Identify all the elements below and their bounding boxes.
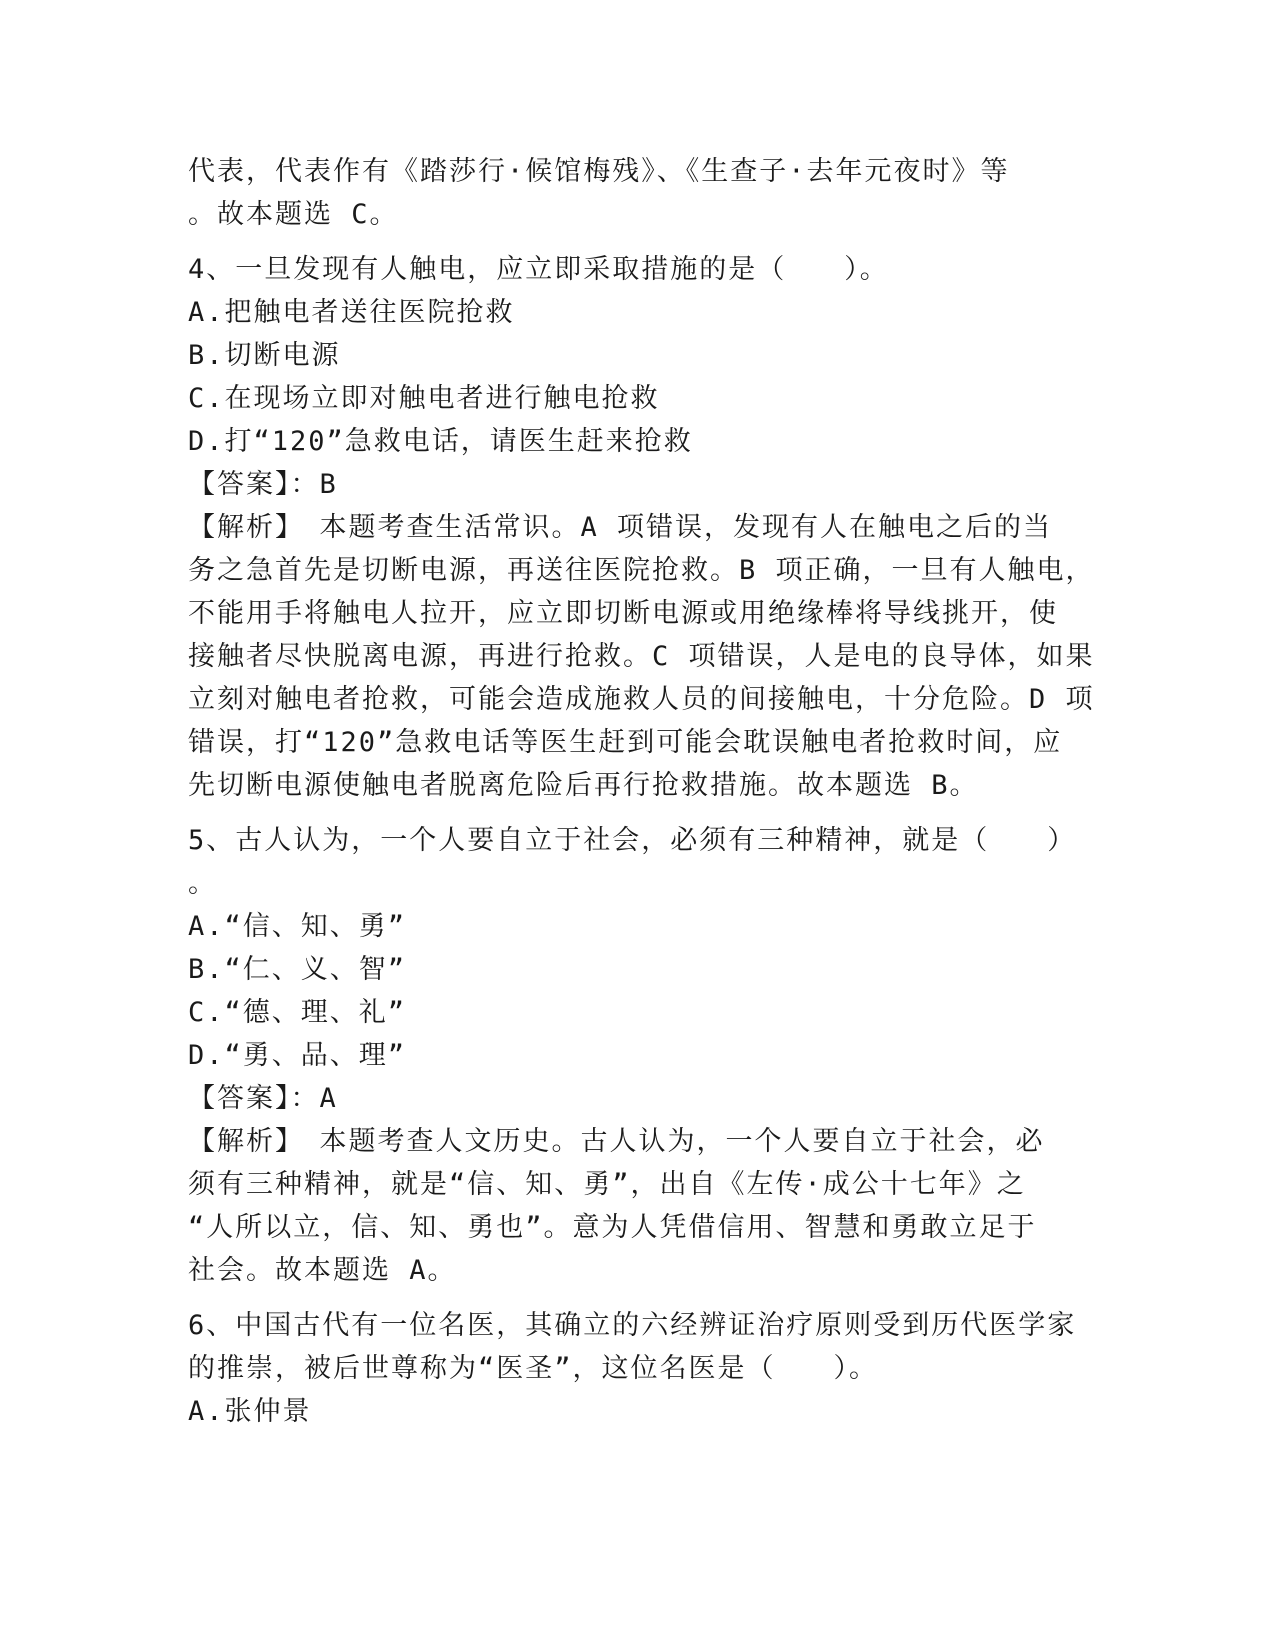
analysis-line: 须有三种精神，就是“信、知、勇”，出自《左传·成公十七年》之 — [188, 1169, 1026, 1200]
analysis-line: 接触者尽快脱离电源，再进行抢救。C 项错误，人是电的良导体，如果 — [188, 641, 1095, 672]
question-stem: 5、古人认为，一个人要自立于社会，必须有三种精神，就是（ ） — [188, 825, 1077, 856]
analysis-line: 【解析】 本题考查生活常识。A 项错误，发现有人在触电之后的当 — [188, 512, 1053, 543]
question-stem: 的推崇，被后世尊称为“医圣”，这位名医是（ ）。 — [188, 1353, 879, 1384]
option-b: B.切断电源 — [188, 340, 341, 371]
analysis-line: 不能用手将触电人拉开，应立即切断电源或用绝缘棒将导线挑开，使 — [188, 598, 1058, 629]
question-5 — [188, 819, 1088, 1292]
text-line: 代表，代表作有《踏莎行·候馆梅残》、《生查子·去年元夜时》等 — [188, 156, 1010, 187]
option-a: A.张仲景 — [188, 1396, 312, 1427]
option-c: C.“德、理、礼” — [188, 997, 407, 1028]
analysis-line: 务之急首先是切断电源，再送往医院抢救。B 项正确，一旦有人触电， — [188, 555, 1095, 586]
document-body — [188, 150, 1095, 1433]
question-stem: 6、中国古代有一位名医，其确立的六经辨证治疗原则受到历代医学家 — [188, 1310, 1077, 1341]
answer: 【答案】：B — [188, 469, 338, 500]
question-6 — [188, 1304, 1088, 1433]
analysis-line: “人所以立，信、知、勇也”。意为人凭借信用、智慧和勇敢立足于 — [188, 1212, 1037, 1243]
option-d: D.打“120”急救电话，请医生赶来抢救 — [188, 426, 693, 457]
question-4 — [188, 248, 1095, 807]
option-c: C.在现场立即对触电者进行触电抢救 — [188, 383, 660, 414]
analysis-line: 【解析】 本题考查人文历史。古人认为，一个人要自立于社会，必 — [188, 1126, 1045, 1157]
analysis-line: 错误，打“120”急救电话等医生赶到可能会耽误触电者抢救时间，应 — [188, 727, 1063, 758]
option-a: A.“信、知、勇” — [188, 911, 407, 942]
analysis-line: 立刻对触电者抢救，可能会造成施救人员的间接触电，十分危险。D 项 — [188, 684, 1095, 715]
question-stem: 。 — [188, 868, 217, 899]
text-line: 。故本题选 C。 — [188, 199, 399, 230]
option-d: D.“勇、品、理” — [188, 1040, 407, 1071]
q3-analysis-tail — [188, 150, 1088, 236]
option-b: B.“仁、义、智” — [188, 954, 407, 985]
question-stem: 4、一旦发现有人触电，应立即采取措施的是（ ）。 — [188, 254, 889, 285]
option-a: A.把触电者送往医院抢救 — [188, 297, 515, 328]
analysis-line: 先切断电源使触电者脱离危险后再行抢救措施。故本题选 B。 — [188, 770, 979, 801]
analysis-line: 社会。故本题选 A。 — [188, 1255, 457, 1286]
answer: 【答案】：A — [188, 1083, 338, 1114]
